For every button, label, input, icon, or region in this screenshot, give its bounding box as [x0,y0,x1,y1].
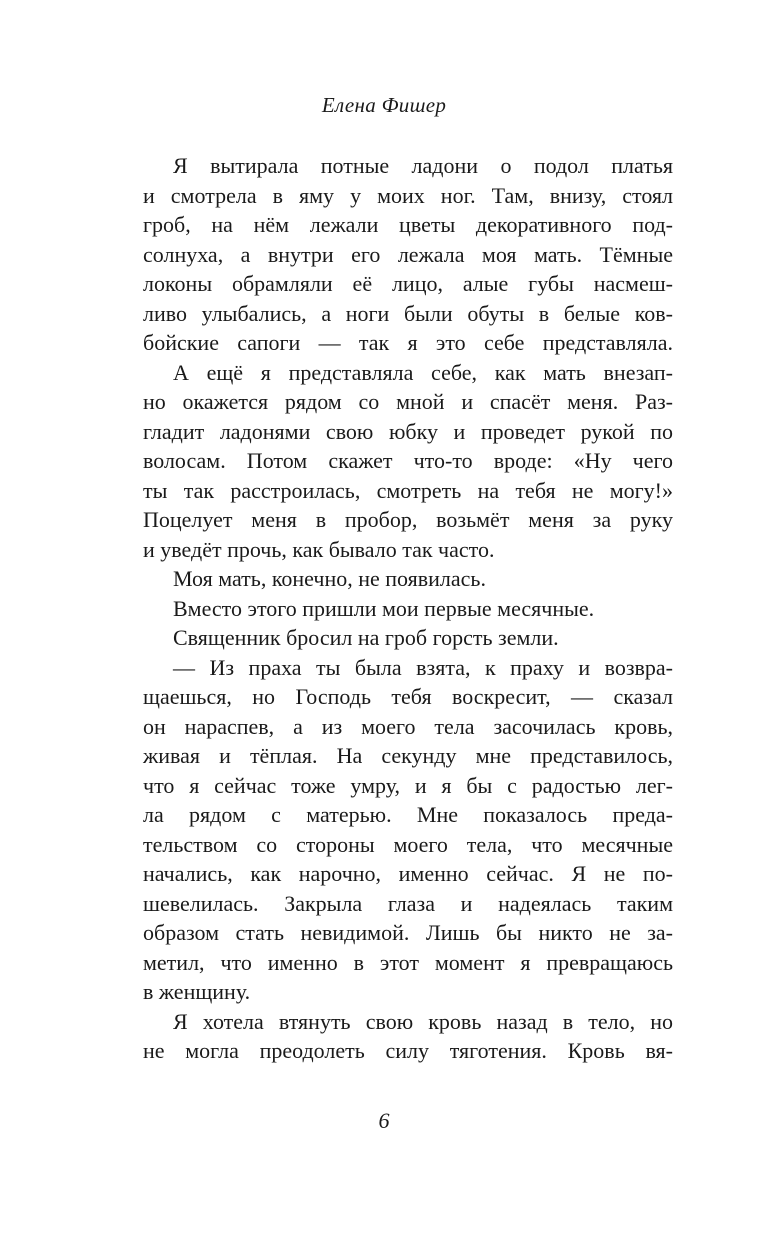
text-line: — Из праха ты была взята, к праху и возвра- [173,654,673,680]
text-line: начались, как нарочно, именно сейчас. Я не по- [143,861,673,886]
text-line: и смотрела в яму у моих ног. Там, внизу, стоял [143,182,673,208]
text-line: Священник бросил на гроб горсть земли. [173,625,559,650]
text-line: шевелилась. Закрыла глаза и надеялась таким [143,890,673,916]
text-line: Поцелует меня в пробор, возьмёт меня за руку [143,507,673,532]
text-line: и уведёт прочь, как бывало так часто. [143,536,495,562]
text-line: метил, что именно в этот момент я превращаюсь [143,949,673,975]
text-line: Я хотела втянуть свою кровь назад в тело, но [173,1008,673,1034]
text-line: гладит ладонями свою юбку и проведет рукой по [143,418,673,444]
text-line: но окажется рядом со мной и спасёт меня. Раз- [143,389,673,414]
text-line: солнуха, а внутри его лежала моя мать. Тёмные [143,241,673,267]
running-head-author: Елена Фишер [321,93,447,117]
text-line: локоны обрамляли её лицо, алые губы насмеш- [143,271,673,296]
text-line: бойские сапоги — так я это себе представляла. [143,330,673,355]
text-line: ты так расстроилась, смотреть на тебя не могу!» [143,477,673,503]
text-line: ливо улыбались, а ноги были обуты в белые ков- [143,300,673,326]
text-line: щаешься, но Господь тебя воскресит, — сказал [143,684,673,709]
text-line: что я сейчас тоже умру, и я бы с радостью лег- [143,772,673,798]
text-line: тельством со стороны моего тела, что месячные [143,831,673,857]
text-line: в женщину. [143,979,251,1004]
text-line: ла рядом с матерью. Мне показалось преда- [143,802,673,827]
text-line: живая и тёплая. На секунду мне представилось, [143,743,673,768]
text-line: Вместо этого пришли мои первые месячные. [173,595,595,621]
text-line: образом стать невидимой. Лишь бы никто не за- [143,920,673,945]
text-line: не могла преодолеть силу тяготения. Кровь вя- [143,1038,673,1063]
page-number: 6 [378,1108,390,1133]
body-text [143,151,673,1066]
text-line: Моя мать, конечно, не появилась. [173,566,486,591]
text-line: А ещё я представляла себе, как мать внезап- [173,359,673,385]
text-line: гроб, на нём лежали цветы декоративного под- [143,212,673,237]
text-line: Я вытирала потные ладони о подол платья [173,153,673,178]
text-line: волосам. Потом скажет что-то вроде: «Ну чего [143,448,673,473]
text-line: он нараспев, а из моего тела засочилась кровь, [143,713,673,739]
